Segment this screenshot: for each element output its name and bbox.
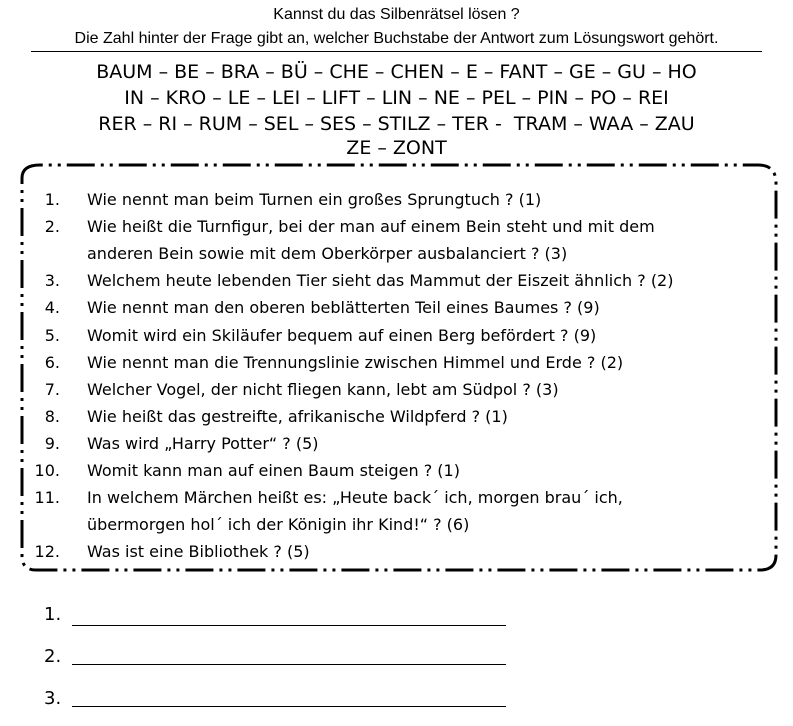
- answer-line[interactable]: [72, 664, 506, 665]
- syllable-line: RER – RI – RUM – SEL – SES – STILZ – TER - TRAM – WAA – ZAU: [98, 113, 695, 135]
- question-text: Womit kann man auf einen Baum steigen ? (1): [87, 461, 460, 480]
- question-text: In welchem Märchen heißt es: „Heute back´ ich, morgen brau´ ich,: [87, 488, 623, 508]
- answer-line[interactable]: [72, 706, 506, 707]
- question-text: übermorgen hol´ ich der Königin ihr Kind!“ ? (6): [87, 515, 470, 535]
- question-number: 4.: [44, 298, 60, 318]
- question-text: Was wird „Harry Potter“ ? (5): [87, 433, 319, 453]
- question-text: Womit wird ein Skiläufer bequem auf einen Berg befördert ? (9): [87, 325, 597, 345]
- question-text: Wie nennt man die Trennungslinie zwischen Himmel und Erde ? (2): [87, 352, 624, 372]
- question-text: Wie nennt man den oberen beblätterten Teil eines Baumes ? (9): [87, 298, 600, 318]
- worksheet-title: Kannst du das Silbenrätsel lösen ?: [273, 6, 520, 23]
- syllable-line: BAUM – BE – BRA – BÜ – CHE – CHEN – E – FANT – GE – GU – HO: [96, 61, 697, 83]
- question-number: 2.: [44, 217, 60, 237]
- question-text: Wie heißt die Turnfigur, bei der man auf einem Bein steht und mit dem: [87, 217, 655, 237]
- answer-number: 2.: [44, 646, 62, 667]
- question-number: 12.: [34, 542, 60, 562]
- question-number: 11.: [34, 488, 60, 508]
- question-number: 5.: [44, 325, 60, 345]
- question-number: 1.: [44, 190, 60, 209]
- question-number: 8.: [44, 406, 60, 426]
- question-number: 7.: [44, 379, 60, 399]
- instruction-text: Die Zahl hinter der Frage gibt an, welcher Buchstabe der Antwort zum Lösungswort gehört.: [74, 30, 719, 47]
- question-text: Wie heißt das gestreifte, afrikanische Wildpferd ? (1): [87, 406, 508, 426]
- question-text: Welchem heute lebenden Tier sieht das Mammut der Eiszeit ähnlich ? (2): [87, 271, 674, 291]
- question-number: 9.: [44, 433, 60, 453]
- question-text: anderen Bein sowie mit dem Oberkörper ausbalanciert ? (3): [87, 244, 568, 264]
- question-text: Welcher Vogel, der nicht fliegen kann, lebt am Südpol ? (3): [87, 379, 559, 399]
- question-text: Was ist eine Bibliothek ? (5): [87, 542, 310, 562]
- question-text: Wie nennt man beim Turnen ein großes Sprungtuch ? (1): [87, 190, 542, 209]
- syllable-line: IN – KRO – LE – LEI – LIFT – LIN – NE – PEL – PIN – PO – REI: [124, 87, 669, 109]
- question-number: 3.: [44, 271, 60, 291]
- syllable-line: ZE – ZONT: [346, 137, 447, 159]
- question-number: 10.: [34, 461, 60, 480]
- question-number: 6.: [44, 352, 60, 372]
- answer-line[interactable]: [72, 625, 506, 626]
- answer-number: 1.: [44, 604, 62, 625]
- answer-number: 3.: [44, 688, 62, 709]
